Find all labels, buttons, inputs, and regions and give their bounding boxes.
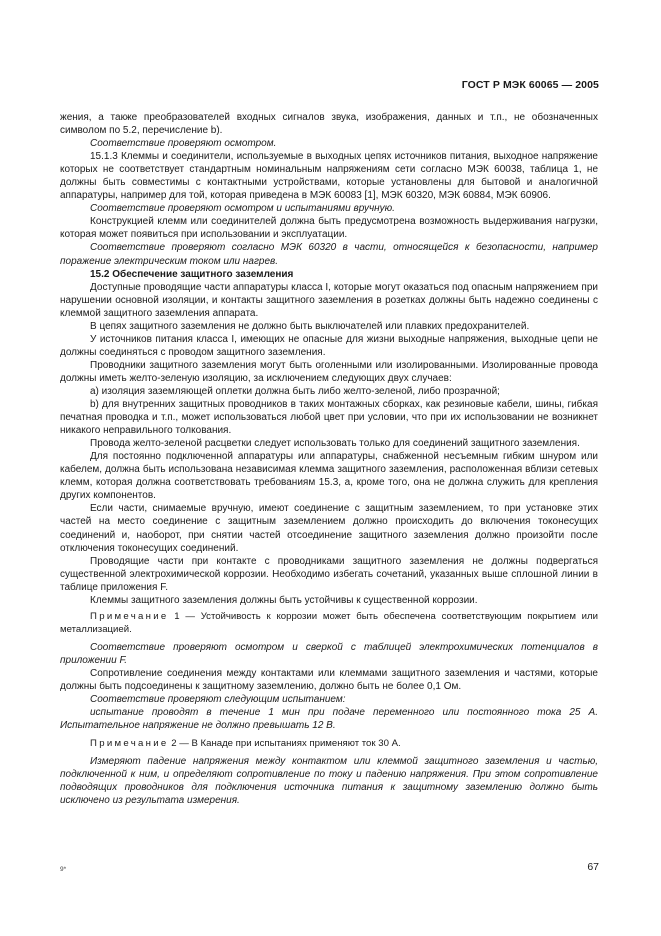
paragraph: Доступные проводящие части аппаратуры класса I, которые могут оказаться под опасным напряжением при нарушении основной изоляции, и контакты защитного заземления в розетках должны быть надежно соединены с клеммой защитного заземления аппарата.	[60, 281, 598, 319]
paragraph: Сопротивление соединения между контактами или клеммами защитного заземления и частями, которые должны быть подсоединены к защитному заземлению, должно быть не более 0,1 Ом.	[60, 667, 598, 693]
paragraph: a) изоляция заземляющей оплетки должна быть либо желто-зеленой, либо прозрачной;	[90, 385, 500, 397]
paragraph: Измеряют падение напряжения между контактом или клеммой защитного заземления и частью, подключенной к ним, и определяют сопротивление по току и падению напряжения. При этом сопротивление подводящих проводников для подключения источника питания к защитному заземлению должно быть исключено из результата измерения.	[60, 756, 598, 807]
paragraph: Соответствие проверяют осмотром и сверкой с таблицей электрохимических потенциалов в приложении F.	[60, 641, 598, 666]
body-text-block-3	[60, 755, 598, 807]
paragraph: b) для внутренних защитных проводников в таких монтажных сборках, как резиновые кабели, шины, гибкая печатная проводка и т.п., может использоваться любой цвет при условии, что при их использовании не возникнет никакого неправильного толкования.	[60, 399, 598, 437]
note-1	[60, 610, 598, 636]
paragraph: Соответствие проверяют согласно МЭК 60320 в части, относящейся к безопасности, например поражение электрическим током или нагрев.	[60, 242, 598, 267]
paragraph: Клеммы защитного заземления должны быть устойчивы к существенной коррозии.	[90, 594, 478, 606]
signature-mark: 9*	[60, 866, 67, 873]
page-number: 67	[587, 861, 599, 873]
paragraph: Если части, снимаемые вручную, имеют соединение с защитным заземлением, то при установке этих частей на место соединение с защитным заземлением должно происходить до включения токонесущих соединений и, наоборот, при снятии частей отсоединение защитного заземления должно произойти после отключения токонесущих соединений.	[60, 503, 598, 554]
paragraph: Проводники защитного заземления могут быть оголенными или изолированными. Изолированные провода должны иметь желто-зеленую изоляцию, за исключением следующих двух случаев:	[60, 359, 598, 384]
body-text-block-1	[60, 111, 598, 607]
paragraph: 15.2 Обеспечение защитного заземления	[90, 268, 294, 280]
paragraph: В цепях защитного заземления не должно быть выключателей или плавких предохранителей.	[90, 320, 530, 332]
paragraph: Для постоянно подключенной аппаратуры или аппаратуры, снабженной несъемным гибким шнуром или кабелем, должна быть использована независимая клемма защитного заземления, расположенная вблизи сетевых клемм, которая должна соответствовать требованиям 15.3, а, кроме того, она не должна служить для крепления других компонентов.	[60, 451, 598, 502]
paragraph: жения, а также преобразователей входных сигналов звука, изображения, данных и т.п., не обозначенных символом по 5.2, перечисление b).	[60, 112, 598, 137]
paragraph: Проводящие части при контакте с проводниками защитного заземления не должны подвергаться существенной электрохимической коррозии. Необходимо избегать сочетаний, указанных выше сплошной линии в таблице приложения F.	[60, 555, 598, 593]
page-body	[60, 111, 598, 807]
paragraph: Соответствие проверяют осмотром и испытаниями вручную.	[90, 203, 395, 215]
note-2-text: 2 — В Канаде при испытаниях применяют ток 30 А.	[168, 738, 401, 750]
note-2	[60, 737, 598, 750]
note-1-label: Примечание	[90, 610, 169, 622]
paragraph: Конструкцией клемм или соединителей должна быть предусмотрена возможность выдерживания нагрузки, которая может появиться при использовании и эксплуатации.	[60, 216, 598, 241]
note-2-label: Примечание	[90, 738, 169, 750]
paragraph: Соответствие проверяют осмотром.	[90, 138, 277, 150]
paragraph: испытание проводят в течение 1 мин при подаче переменного или постоянного тока 25 А. Испытательное напряжение не должно превышать 12 В.	[60, 707, 598, 732]
paragraph: 15.1.3 Клеммы и соединители, используемые в выходных цепях источников питания, выходное напряжение которых не соответствует стандартным номинальным напряжениям сети согласно МЭК 60038, таблица 1, не должны быть совместимы с контактными устройствами, которые установлены для бытовой и аналогичной аппаратуры, например для той, которая приведена в МЭК 60083 [1], МЭК 60320, МЭК 60884, МЭК 60906.	[60, 151, 598, 202]
paragraph: Соответствие проверяют следующим испытанием:	[90, 694, 346, 706]
body-text-block-2	[60, 641, 598, 732]
paragraph: Провода желто-зеленой расцветки следует использовать только для соединений защитного заземления.	[90, 438, 580, 450]
paragraph: У источников питания класса I, имеющих не опасные для жизни выходные напряжения, выходные цепи не должны соединяться с проводом защитного заземления.	[60, 333, 598, 358]
note-1-text: 1 — Устойчивость к коррозии может быть обеспечена соответствующим покрытием или металлизацией.	[60, 610, 598, 635]
standard-header: ГОСТ Р МЭК 60065 — 2005	[461, 79, 599, 91]
